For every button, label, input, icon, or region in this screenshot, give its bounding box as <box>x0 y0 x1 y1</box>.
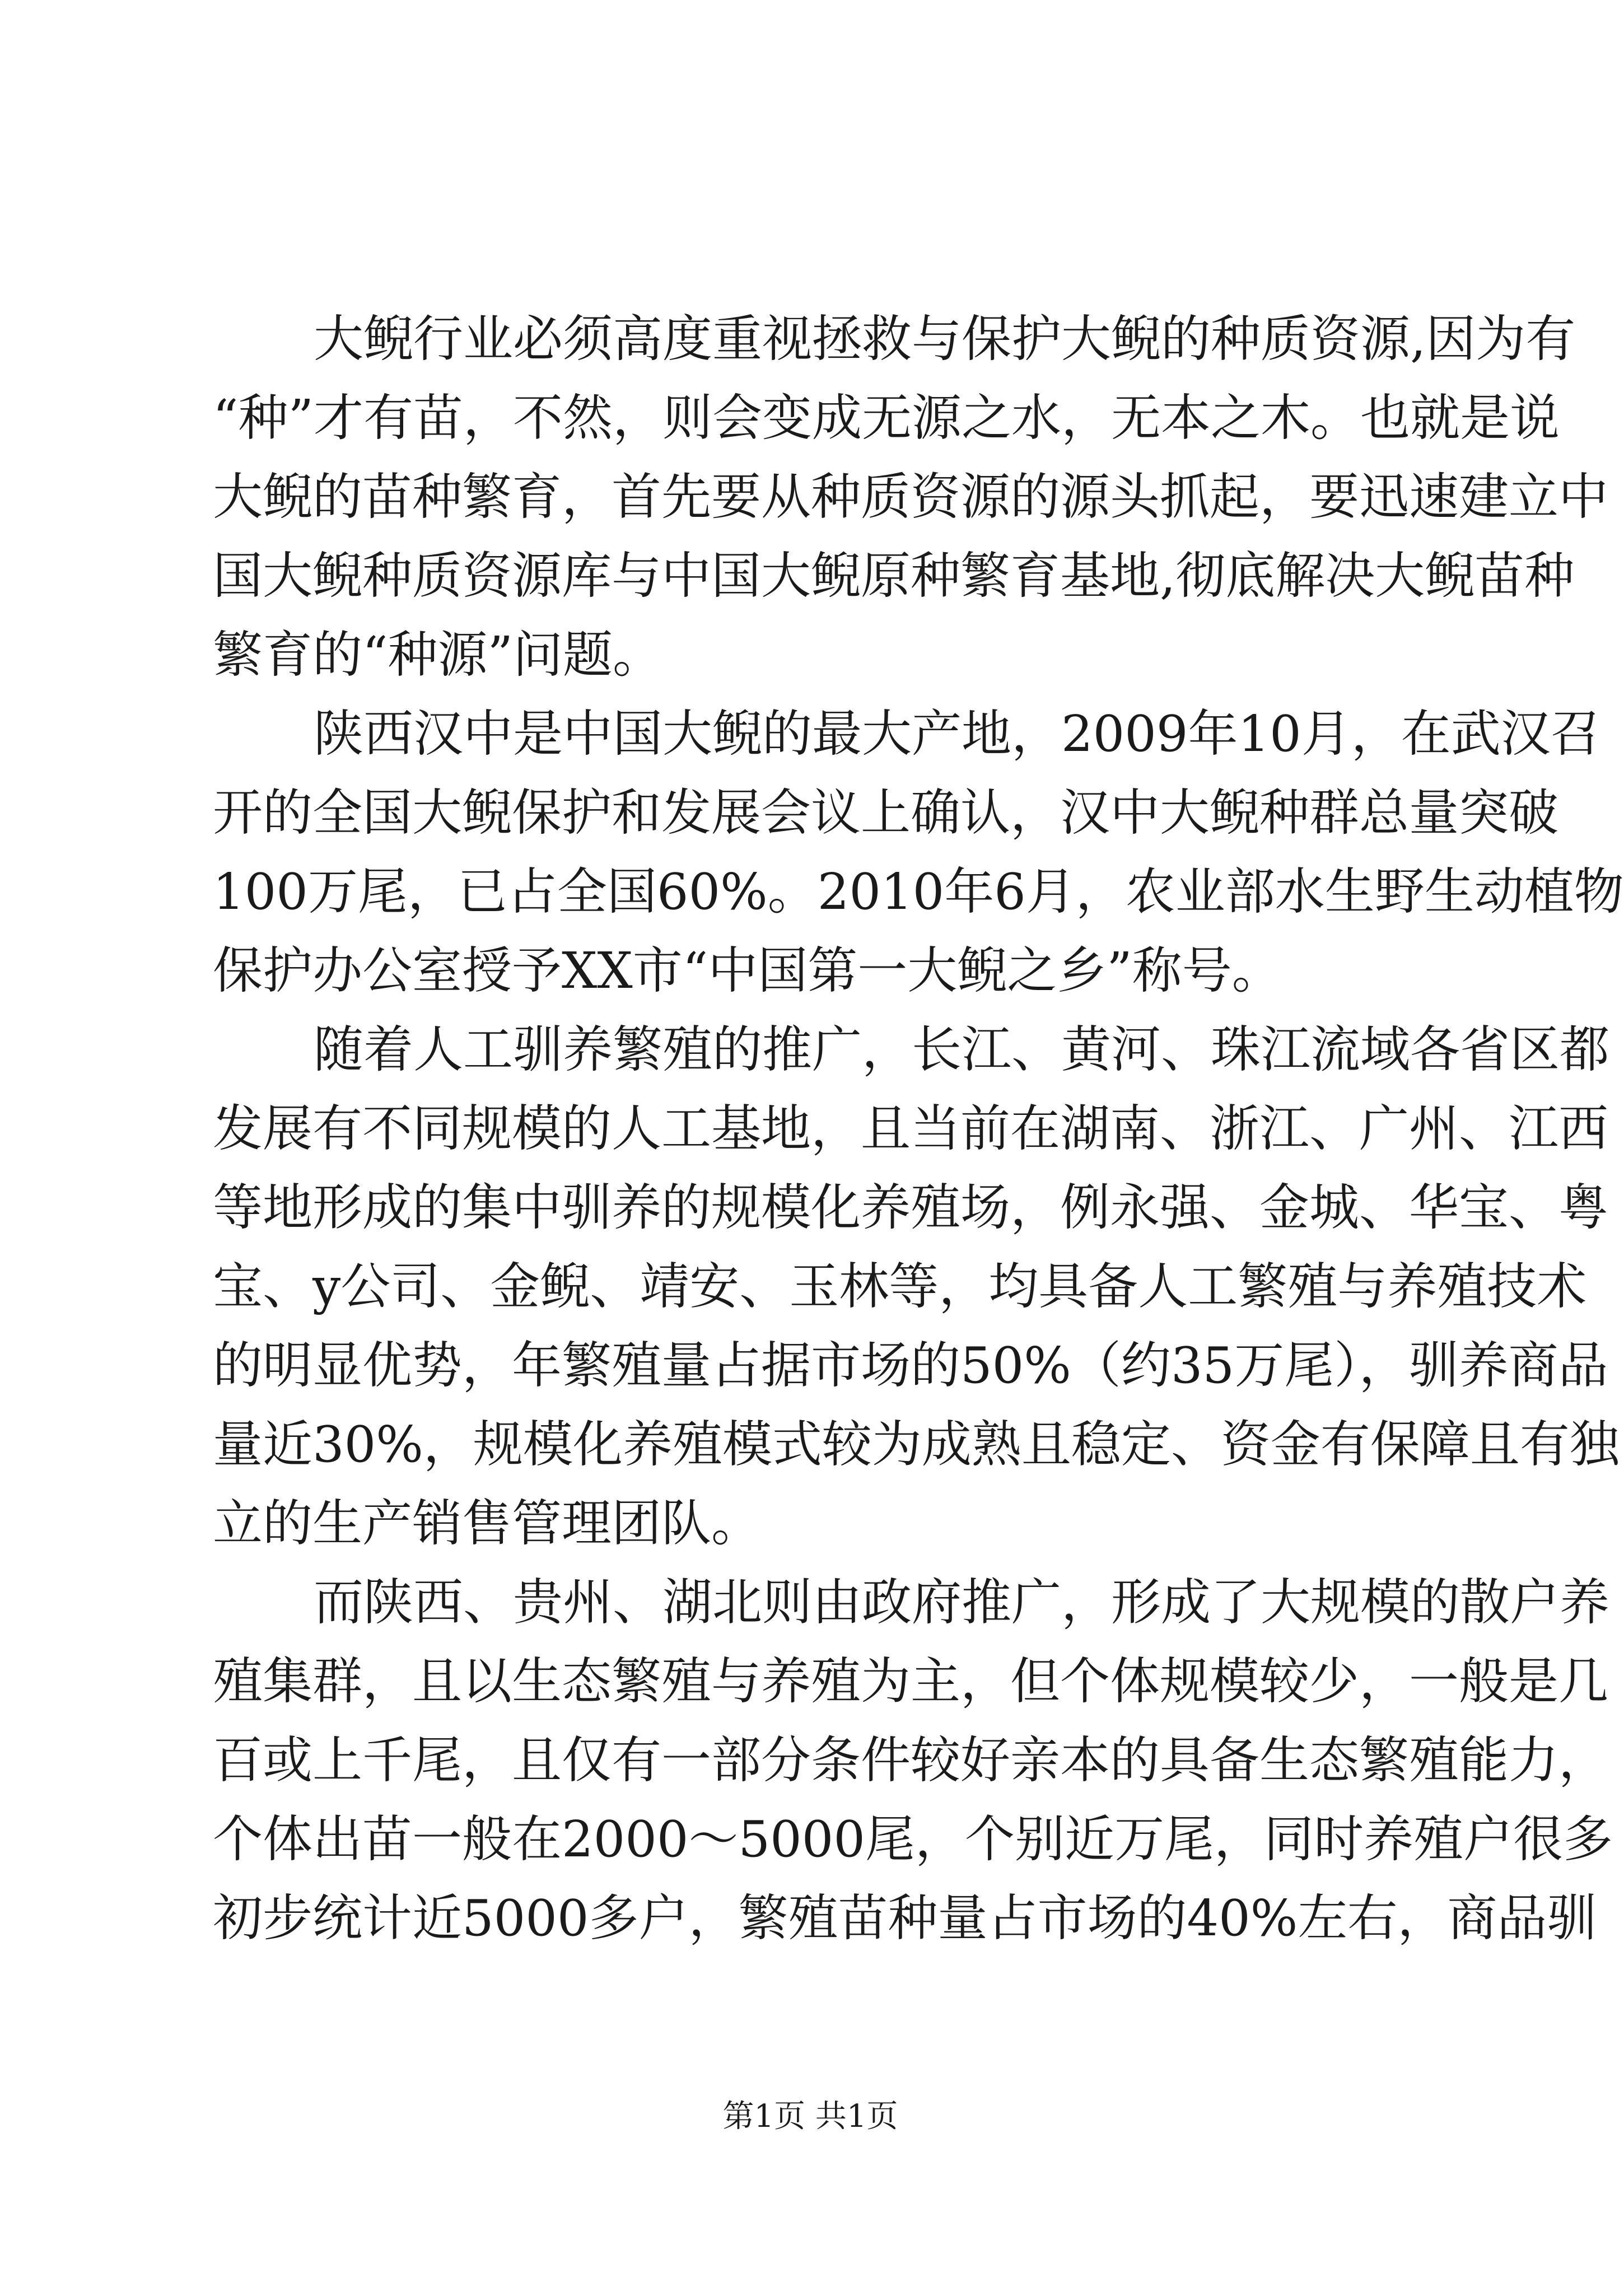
paragraph-1-line-3: 大鲵的苗种繁育，首先要从种质资源的源头抓起，要迅速建立中 <box>213 468 1608 526</box>
body-text <box>213 300 1624 1958</box>
paragraph-1-line-4: 国大鲵种质资源库与中国大鲵原种繁育基地,彻底解决大鲵苗种 <box>213 547 1575 605</box>
paragraph-4-line-4: 个体出苗一般在2000～5000尾，个别近万尾，同时养殖户很多 <box>213 1810 1613 1868</box>
paragraph-1-line-5: 繁育的“种源”问题。 <box>213 625 662 684</box>
paragraph-4-line-3: 百或上千尾，且仅有一部分条件较好亲本的具备生态繁殖能力， <box>213 1731 1608 1789</box>
paragraph-1-line-2: “种”才有苗，不然，则会变成无源之水，无本之木。也就是说 <box>213 389 1560 447</box>
paragraph-3-line-5: 的明显优势，年繁殖量占据市场的50%（约35万尾），驯养商品 <box>213 1336 1608 1394</box>
paragraph-3-line-4: 宝、y公司、金鲵、靖安、玉林等，均具备人工繁殖与养殖技术 <box>213 1257 1587 1315</box>
paragraph-2-line-1: 陕西汉中是中国大鲵的最大产地，2009年10月，在武汉召 <box>314 704 1600 763</box>
paragraph-3-line-3: 等地形成的集中驯养的规模化养殖场，例永强、金城、华宝、粤 <box>213 1178 1608 1236</box>
paragraph-3-line-7: 立的生产销售管理团队。 <box>213 1494 761 1552</box>
paragraph-4-line-1: 而陕西、贵州、湖北则由政府推广，形成了大规模的散户养 <box>314 1573 1609 1631</box>
paragraph-4-line-2: 殖集群，且以生态繁殖与养殖为主，但个体规模较少，一般是几 <box>213 1652 1608 1710</box>
paragraph-3-line-2: 发展有不同规模的人工基地，且当前在湖南、浙江、广州、江西 <box>213 1099 1608 1157</box>
paragraph-2-line-4: 保护办公室授予XX市“中国第一大鲵之乡”称号。 <box>213 941 1282 1000</box>
paragraph-4-line-5: 初步统计近5000多户，繁殖苗种量占市场的40%左右，商品驯 <box>213 1889 1597 1947</box>
paragraph-2-line-2: 开的全国大鲵保护和发展会议上确认，汉中大鲵种群总量突破 <box>213 783 1558 842</box>
paragraph-1-line-1: 大鲵行业必须高度重视拯救与保护大鲵的种质资源,因为有 <box>314 310 1576 368</box>
paragraph-3-line-6: 量近30%，规模化养殖模式较为成熟且稳定、资金有保障且有独 <box>213 1415 1620 1473</box>
paragraph-3-line-1: 随着人工驯养繁殖的推广，长江、黄河、珠江流域各省区都 <box>314 1020 1609 1079</box>
page-footer: 第1页 共1页 <box>722 2098 898 2135</box>
paragraph-2-line-3: 100万尾，已占全国60%。2010年6月，农业部水生野生动植物 <box>213 862 1624 921</box>
